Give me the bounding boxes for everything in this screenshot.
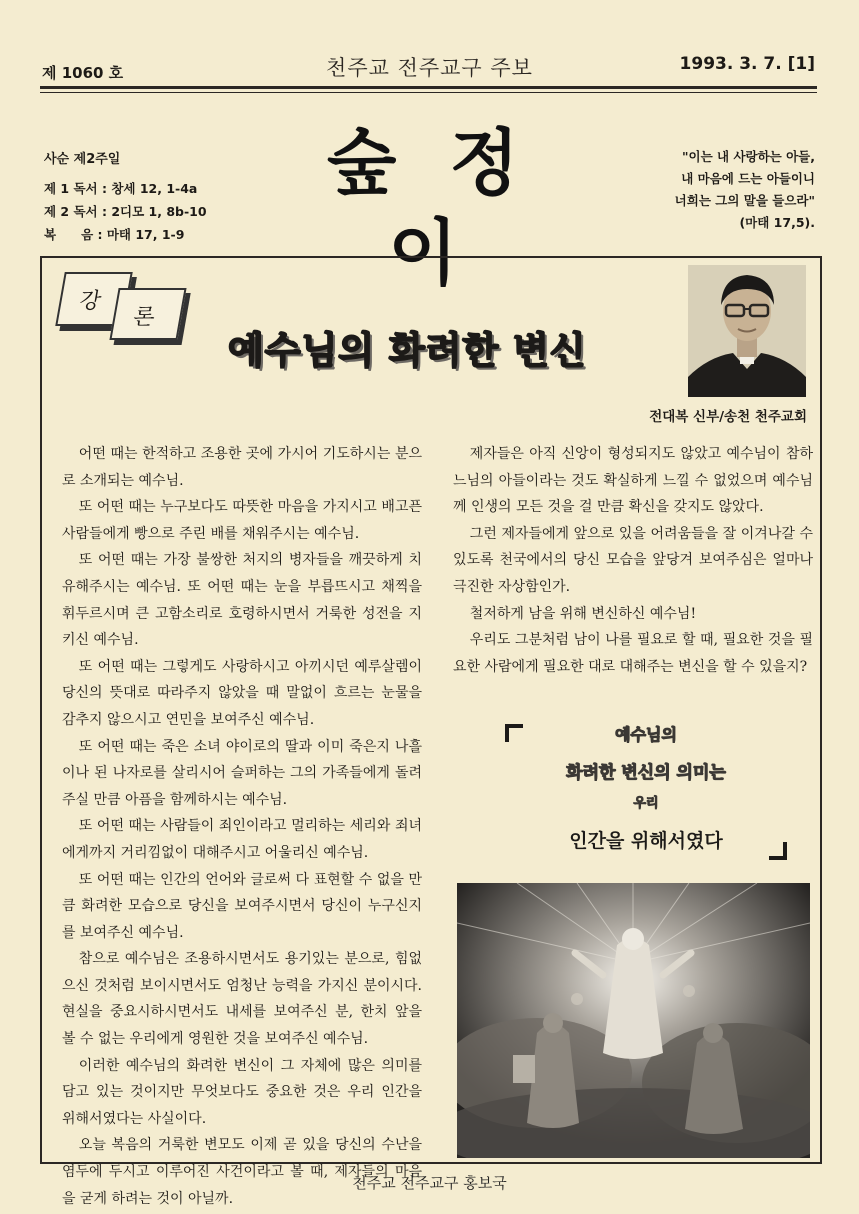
scripture-quote bbox=[615, 146, 815, 234]
badge-box-2 bbox=[109, 288, 186, 340]
article-author: 전대복 신부/송천 천주교회 bbox=[649, 409, 807, 425]
transfiguration-engraving bbox=[457, 883, 810, 1158]
paragraph: 오늘 복음의 거룩한 변모도 이제 곧 있을 당신의 수난을 염두에 두시고 이루어진 사건이라고 볼 때, 제자들의 마음을 굳게 하려는 것이 아닐까. bbox=[62, 1137, 422, 1207]
first-reading: 제 1 독서 : 창세 12, 1-4a bbox=[44, 181, 198, 196]
publication-title: 천주교 전주교구 주보 bbox=[326, 56, 533, 80]
paragraph: 그런 제자들에게 앞으로 있을 어려움들을 잘 이겨나갈 수 있도록 천국에서의 당신 모습을 앞당겨 보여주심은 얼마나 극진한 자상함인가. bbox=[453, 525, 813, 595]
quote-line-2: 내 마음에 드는 아들이니 bbox=[681, 171, 815, 186]
paragraph: 어떤 때는 한적하고 조용한 곳에 가시어 기도하시는 분으로 소개되는 예수님. bbox=[62, 446, 422, 489]
paragraph: 또 어떤 때는 인간의 언어와 글로써 다 표현할 수 없을 만큼 화려한 모습으로 당신을 보여주시면서 당신이 누구신지를 보여주신 예수님. bbox=[62, 871, 422, 941]
article-column-right bbox=[453, 441, 813, 680]
paragraph: 또 어떤 때는 누구보다도 따뜻한 마음을 가지시고 배고픈 사람들에게 빵으로 주린 배를 채워주시는 예수님. bbox=[62, 499, 422, 542]
issue-date: 1993. 3. 7. [1] bbox=[679, 54, 815, 74]
second-reading: 제 2 독서 : 2디모 1, 8b-10 bbox=[44, 204, 207, 219]
quote-reference: (마태 17,5). bbox=[739, 215, 815, 230]
quote-line-3: 너희는 그의 말을 들으라" bbox=[674, 193, 815, 208]
pull-quote-line-4: 인간을 위해서였다 bbox=[569, 830, 723, 852]
liturgical-week: 사순 제2주일 bbox=[44, 152, 121, 167]
paragraph: 또 어떤 때는 사람들이 죄인이라고 멀리하는 세리와 죄녀에게까지 거리낌없이 대해주시고 어울리신 예수님. bbox=[62, 818, 422, 861]
pull-quote-line-2: 화려한 변신의 의미는 bbox=[566, 763, 726, 783]
paragraph: 이러한 예수님의 화려한 변신이 그 자체에 많은 의미를 담고 있는 것이지만 무엇보다도 중요한 것은 우리 인간을 위해서였다는 사실이다. bbox=[62, 1057, 422, 1127]
article-headline: 예수님의 화려한 변신 bbox=[228, 329, 587, 372]
masthead-name: 숲 정 이 bbox=[326, 120, 534, 295]
transfiguration-illustration-icon bbox=[457, 883, 810, 1158]
issue-number: 제 1060 호 bbox=[42, 64, 124, 82]
gospel-reading: 복 음 : 마태 17, 1-9 bbox=[44, 227, 185, 242]
publisher-footer: 천주교 전주교구 홍보국 bbox=[352, 1174, 507, 1192]
quote-line-1: "이는 내 사랑하는 아들, bbox=[682, 149, 815, 164]
paragraph: 또 어떤 때는 죽은 소녀 야이로의 딸과 이미 죽은지 나흘이나 된 나자로를 살리시어 슬퍼하는 그의 가족들에게 돌려주실 만큼 아픔을 함께하시는 예수님. bbox=[62, 738, 422, 808]
paragraph: 우리도 그분처럼 남이 나를 필요로 할 때, 필요한 것을 필요한 사람에게 필요한 대로 대해주는 변신을 할 수 있을지? bbox=[453, 632, 813, 675]
author-photo bbox=[688, 265, 806, 397]
liturgy-readings bbox=[44, 148, 207, 246]
header-rule-thin bbox=[40, 92, 817, 93]
badge-char-1: 강 bbox=[77, 289, 104, 314]
badge-char-2: 론 bbox=[131, 305, 157, 330]
paragraph: 또 어떤 때는 가장 불쌍한 처지의 병자들을 깨끗하게 치유해주시는 예수님. 또 어떤 때는 눈을 부릅뜨시고 채찍을 휘두르시며 큰 고함소리로 호령하시면서 거룩한 성전을 지키신 예수님. bbox=[62, 552, 422, 649]
sermon-badge bbox=[60, 272, 178, 344]
priest-portrait-icon bbox=[688, 265, 806, 397]
paragraph: 제자들은 아직 신앙이 형성되지도 않았고 예수님이 참하느님의 아들이라는 것도 확실하게 느낄 수 없었으며 예수님께 인생의 모든 것을 걸 만큼 확신을 갖지도 않았다. bbox=[453, 446, 813, 516]
header-rule-thick bbox=[40, 86, 817, 89]
paragraph: 참으로 예수님은 조용하시면서도 용기있는 분으로, 힘없으신 것처럼 보이시면서도 엄청난 능력을 가지신 분이시다. 현실을 중요시하시면서도 내세를 보여주신 분, 한치 앞을 볼 수 없는 우리에게 영원한 것을 보여주신 예수님. bbox=[62, 951, 422, 1048]
paragraph: 또 어떤 때는 그렇게도 사랑하시고 아끼시던 예루살렘이 당신의 뜻대로 따라주지 않았을 때 말없이 흐르는 눈물을 감추지 않으시고 연민을 보여주신 예수님. bbox=[62, 658, 422, 728]
pull-quote-line-1: 예수님의 bbox=[615, 725, 677, 744]
paragraph: 철저하게 남을 위해 변신하신 예수님! bbox=[469, 605, 697, 622]
pull-quote-line-3: 우리 bbox=[633, 796, 659, 811]
pull-quote bbox=[505, 714, 787, 864]
masthead-logo bbox=[270, 118, 590, 295]
close-bracket-icon bbox=[769, 842, 787, 860]
article-column-left bbox=[62, 441, 422, 1212]
